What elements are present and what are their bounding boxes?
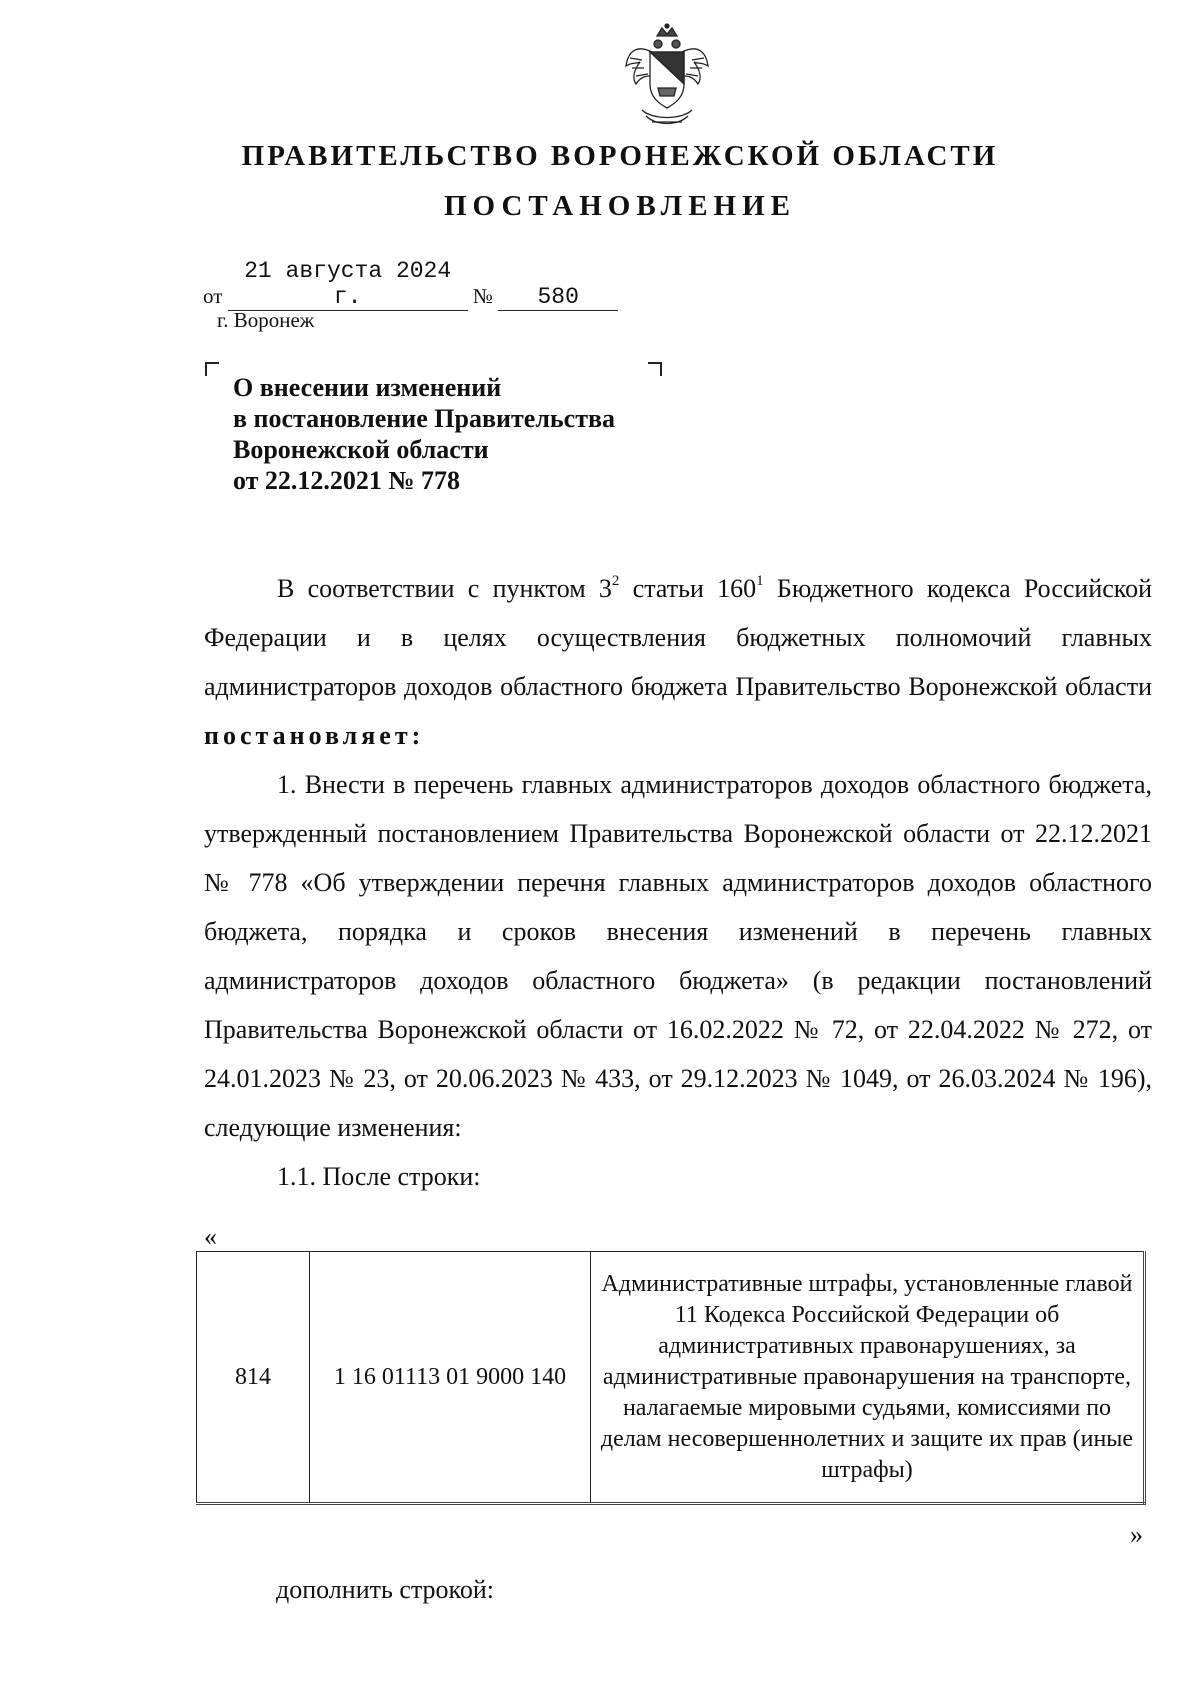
- closing-quote: »: [1130, 1520, 1143, 1549]
- revenue-row-table: [196, 1251, 1146, 1505]
- subject-line: от 22.12.2021 № 778: [233, 466, 461, 495]
- coat-of-arms-icon: [622, 22, 712, 132]
- city-label: г. Воронеж: [217, 308, 315, 332]
- item-1-paragraph: 1. Внести в перечень главных администраторов доходов областного бюджета, утвержденный постановлением Правительства Воронежской области от 22.12.2021 № 778 «Об утверждении перечня главных администраторов доходов областного бюджета, порядка и сроков внесения изменений в перечень главных администраторов доходов областного бюджета» (в редакции постановлений Правительства Воронежской области от 16.02.2022 № 72, от 22.04.2022 № 272, от 24.01.2023 № 23, от 20.06.2023 № 433, от 29.12.2023 № 1049, от 26.03.2024 № 196), следующие изменения:: [204, 770, 1152, 1142]
- subject-line: в постановление Правительства: [233, 404, 616, 433]
- table-row: [197, 1252, 1145, 1504]
- subject-line: Воронежской области: [233, 435, 489, 464]
- document-date: 21 августа 2024 г.: [228, 258, 468, 311]
- date-prefix: от: [203, 284, 223, 308]
- preamble-superscript: 2: [611, 573, 620, 589]
- add-row-label: дополнить строкой:: [276, 1575, 494, 1604]
- document-type-heading: ПОСТАНОВЛЕНИЕ: [443, 190, 796, 222]
- administrator-code-cell: 814: [197, 1252, 310, 1504]
- date-number-line: [203, 258, 618, 311]
- preamble-text: Бюджетного кодекса Российской Федерации и в целях осуществления бюджетных полномочий главных администраторов доходов областного бюджета Правительство Воронежской области: [204, 574, 1153, 701]
- budget-classification-code-cell: 1 16 01113 01 9000 140: [310, 1252, 591, 1504]
- preamble-text: В соответствии с пунктом 3: [277, 574, 612, 603]
- item-1-1-paragraph: 1.1. После строки:: [277, 1162, 481, 1191]
- revenue-description-cell: Административные штрафы, установленные главой 11 Кодекса Российской Федерации об административных правонарушениях, за административные правонарушения на транспорте, налагаемые мировыми судьями, комиссиями по делам несовершеннолетних и защите их прав (иные штрафы): [591, 1252, 1145, 1504]
- document-subject: [233, 372, 615, 496]
- number-sign: №: [472, 284, 493, 308]
- subject-corner-left: [205, 362, 219, 376]
- document-number: 580: [498, 284, 618, 311]
- opening-quote: «: [204, 1222, 217, 1251]
- decree-word: постановляет:: [204, 721, 425, 750]
- government-name-heading: ПРАВИТЕЛЬСТВО ВОРОНЕЖСКОЙ ОБЛАСТИ: [241, 140, 999, 172]
- subject-corner-right: [648, 362, 662, 376]
- document-body: [204, 564, 1152, 1201]
- preamble-text: статьи 160: [619, 574, 757, 603]
- preamble-superscript: 1: [756, 573, 764, 589]
- subject-line: О внесении изменений: [233, 373, 502, 402]
- preamble-paragraph: [204, 564, 1152, 760]
